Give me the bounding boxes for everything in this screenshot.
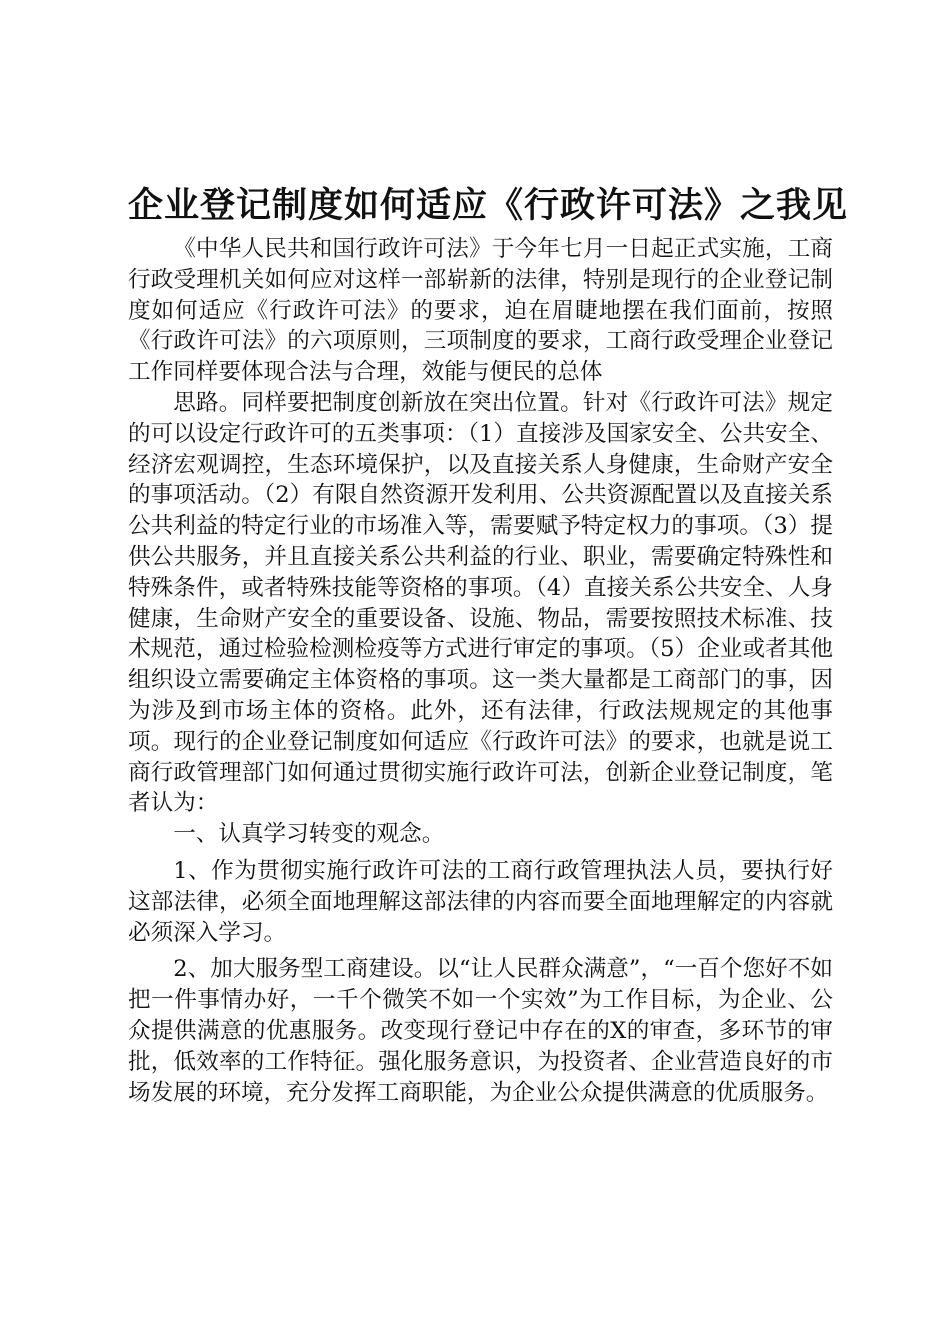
paragraph-intro: 《中华人民共和国行政许可法》于今年七月一日起正式实施，工商行政受理机关如何应对这样一部崭新的法律，特别是现行的企业登记制度如何适应《行政许可法》的要求，迫在眉睫地摆在我们面前，按照《行政许可法》的六项原则，三项制度的要求，工商行政受理企业登记工作同样要体现合法与合理，效能与便民的总体: [128, 236, 833, 386]
document-title: 企业登记制度如何适应《行政许可法》之我见: [128, 185, 849, 226]
paragraph-point-1: 1、作为贯彻实施行政许可法的工商行政管理执法人员，要执行好这部法律，必须全面地理解这部法律的内容而要全面地理解定的内容就必须深入学习。: [128, 857, 833, 946]
section-heading-1: 一、认真学习转变的观念。: [173, 821, 445, 848]
paragraph-point-2: 2、加大服务型工商建设。以“让人民群众满意”，“一百个您好不如把一件事情办好，一千个微笑不如一个实效”为工作目标，为企业、公众提供满意的优惠服务。改变现行登记中存在的X的审查，多环节的审批，低效率的工作特征。强化服务意识，为投资者、企业营造良好的市场发展的环境，充分发挥工商职能，为企业公众提供满意的优质服务。: [128, 956, 833, 1106]
document-page: [128, 180, 849, 1108]
paragraph-approach: 思路。同样要把制度创新放在突出位置。针对《行政许可法》规定的可以设定行政许可的五类事项：（1）直接涉及国家安全、公共安全、经济宏观调控，生态环境保护，以及直接关系人身健康，生命财产安全的事项活动。（2）有限自然资源开发利用、公共资源配置以及直接关系公共利益的特定行业的市场准入等，需要赋予特定权力的事项。（3）提供公共服务，并且直接关系公共利益的行业、职业，需要确定特殊性和特殊条件，或者特殊技能等资格的事项。（4）直接关系公共安全、人身健康，生命财产安全的重要设备、设施、物品，需要按照技术标准、技术规范，通过检验检测检疫等方式进行审定的事项。（5）企业或者其他组织设立需要确定主体资格的事项。这一类大量都是工商部门的事，因为涉及到市场主体的资格。此外，还有法律，行政法规规定的其他事项。现行的企业登记制度如何适应《行政许可法》的要求，也就是说工商行政管理部门如何通过贯彻实施行政许可法，创新企业登记制度，笔者认为：: [128, 389, 833, 817]
